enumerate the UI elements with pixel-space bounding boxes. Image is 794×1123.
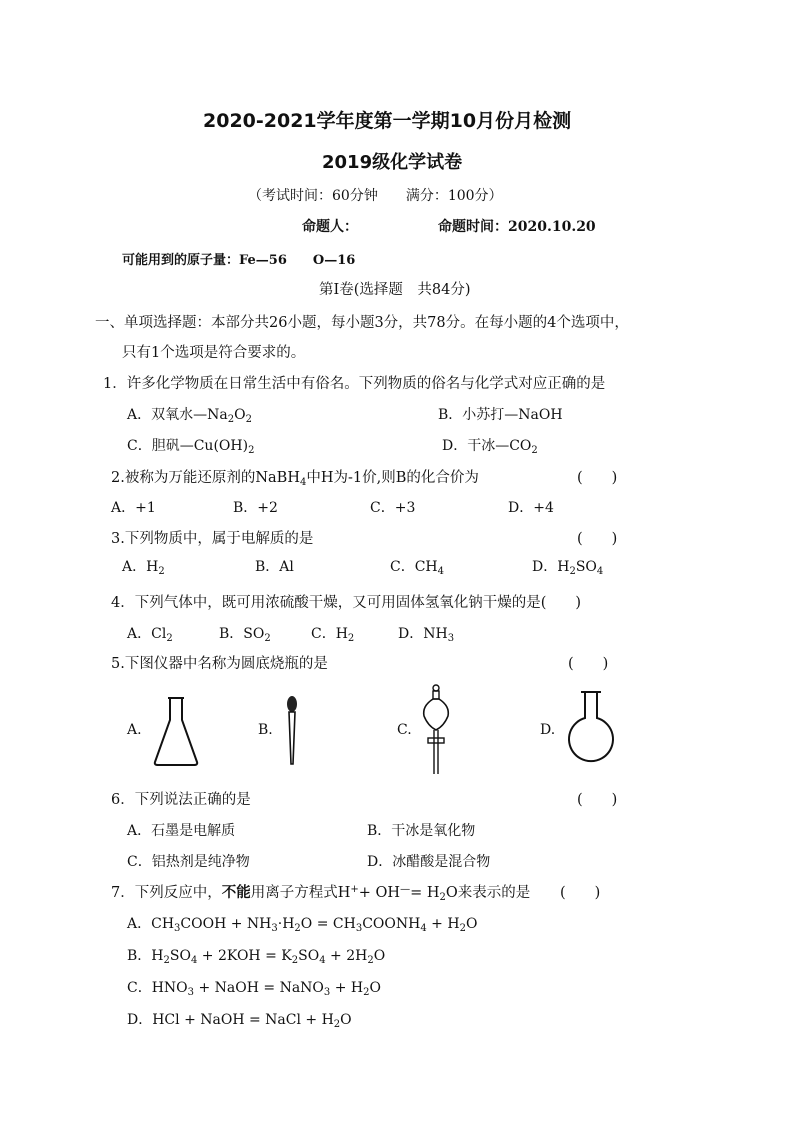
q2-option-d: D．+4 — [508, 500, 554, 516]
q4-option-a: A．$Cl_2$ — [127, 626, 173, 644]
q4-option-c: C．$H_2$ — [311, 626, 355, 644]
separatory-funnel-icon — [418, 682, 454, 778]
q1-option-a: A．双氧水$—Na_2O_2$ — [127, 407, 252, 425]
q5-stem: 5.下图仪器中名称为圆底烧瓶的是 — [111, 656, 328, 672]
q6-option-d: D．冰醋酸是混合物 — [367, 854, 491, 870]
exam-subtitle: 2019级化学试卷 — [322, 152, 463, 173]
date-text: 命题时间：2020.10.20 — [438, 219, 596, 235]
q5-option-c: C. — [397, 722, 412, 738]
q7-option-d: D．HCl + NaOH = NaCl + $H_2O$ — [127, 1012, 352, 1030]
q2-answer-paren: ( ) — [577, 470, 618, 486]
dropper-icon — [284, 694, 300, 768]
q5-answer-paren: ( ) — [568, 656, 609, 672]
exam-title: 2020-2021学年度第一学期10月份月检测 — [203, 110, 572, 132]
q7-stem: 7．下列反应中，不能用离子方程式$H^++ OH^—= H_2O$来表示的是 — [111, 884, 531, 903]
exam-info: （考试时间：60分钟 满分：100分） — [248, 188, 503, 204]
q4-option-d: D．$NH_3$ — [398, 626, 455, 644]
q7-option-a: A．$CH_3COOH + NH_3\cdot H_2O$ = $CH_3COONH_4 + H_2O$ — [127, 916, 478, 934]
q2-option-b: B．+2 — [233, 500, 278, 516]
q1-option-d: D．干冰$—CO_2$ — [442, 438, 538, 456]
round-bottom-flask-icon — [565, 688, 617, 766]
date-label — [438, 216, 596, 236]
q5-option-d: D. — [540, 722, 556, 738]
q3-option-a: A．$H_2$ — [122, 559, 165, 577]
author-label: 命题人： — [302, 219, 358, 235]
q3-option-d: D．$H_2SO_4$ — [532, 559, 604, 577]
q7-option-c: C．$HNO_3$ + NaOH = NaNO$_3$ + $H_2O$ — [127, 980, 381, 998]
q5-option-a: A. — [127, 722, 142, 738]
q6-option-a: A．石墨是电解质 — [127, 823, 236, 839]
q6-answer-paren: ( ) — [577, 792, 618, 808]
q1-option-b: B．小苏打—NaOH — [438, 407, 563, 423]
q4-stem: 4．下列气体中，既可用浓硫酸干燥，又可用固体氢氧化钠干燥的是( ) — [111, 595, 582, 611]
q6-option-b: B．干冰是氧化物 — [367, 823, 476, 839]
section-heading: 第Ⅰ卷(选择题 共84分) — [319, 282, 471, 298]
q6-option-c: C．铝热剂是纯净物 — [127, 854, 250, 870]
q2-option-c: C．+3 — [370, 500, 416, 516]
q3-stem: 3.下列物质中，属于电解质的是 — [111, 531, 314, 547]
q3-answer-paren: ( ) — [577, 531, 618, 547]
section-instruction-1: 一、单项选择题：本部分共26小题，每小题3分，共78分。在每小题的4个选项中， — [95, 315, 629, 331]
q2-stem: 2.被称为万能还原剂的NaBH$_4$中H为-1价,则B的化合价为 — [111, 470, 479, 488]
q5-option-b: B. — [258, 722, 273, 738]
q7-answer-paren: ( ) — [560, 885, 601, 901]
q7-option-b: B．$H_2SO_4 + 2KOH = K_2SO_4 + 2H_2O$ — [127, 948, 386, 966]
atomic-mass: 可能用到的原子量：Fe—56 O—16 — [122, 253, 356, 268]
q3-option-b: B．Al — [255, 559, 294, 575]
q1-option-c: C．胆矾$—Cu(OH)_2$ — [127, 438, 255, 456]
q2-option-a: A．+1 — [111, 500, 156, 516]
erlenmeyer-flask-icon — [150, 694, 202, 768]
q6-stem: 6．下列说法正确的是 — [111, 792, 251, 808]
section-instruction-2: 只有1个选项是符合要求的。 — [122, 345, 306, 361]
q1-stem: 1．许多化学物质在日常生活中有俗名。下列物质的俗名与化学式对应正确的是 — [103, 376, 606, 392]
q4-option-b: B．$SO_2$ — [219, 626, 271, 644]
q3-option-c: C．$CH_4$ — [390, 559, 445, 577]
